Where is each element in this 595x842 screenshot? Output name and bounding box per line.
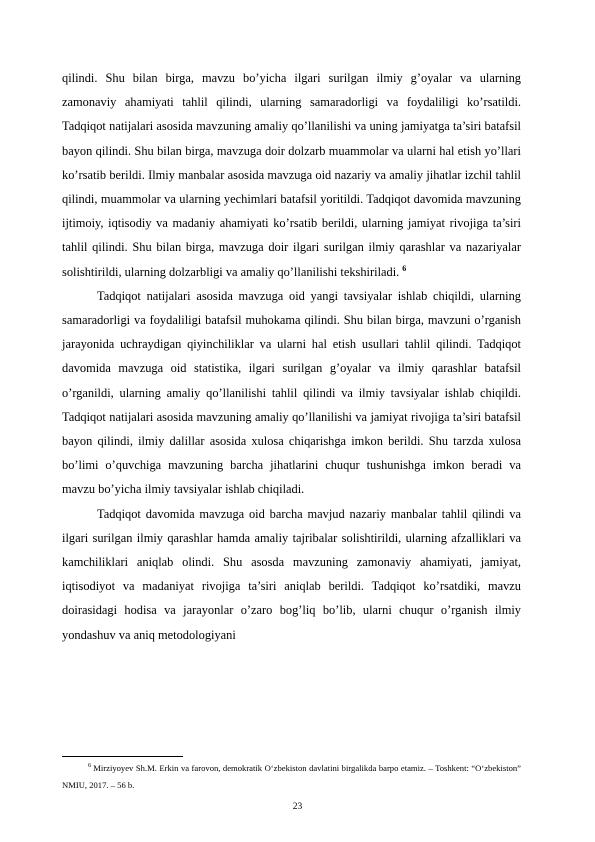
- page-body: [62, 66, 521, 647]
- paragraph-1: [62, 66, 521, 284]
- footnote-separator: [62, 756, 183, 757]
- footnote-text: Mirziyoyev Sh.M. Erkin va farovon, demokratik O‘zbekiston davlatini birgalikda barpo etamiz. – Toshkent: “O‘zbekiston” NMIU, 2017. – 56 b.: [62, 763, 521, 790]
- footnote-number: 6: [88, 762, 92, 770]
- paragraph-3: Tadqiqot davomida mavzuga oid barcha mavjud nazariy manbalar tahlil qilindi va ilgari surilgan ilmiy qarashlar hamda amaliy tajribalar solishtirildi, ularning afzalliklari va kamchiliklari aniqlab olindi. Shu asosda mavzuning zamonaviy ahamiyati, jamiyat, iqtisodiyot va madaniyat rivojiga ta’siri aniqlab berildi. Tadqiqot ko’rsatdiki, mavzu doirasidagi hodisa va jarayonlar o’zaro bog’liq bo’lib, ularni chuqur o’rganish ilmiy yondashuv va aniq metodologiyani: [62, 506, 521, 642]
- paragraph-1-text: qilindi. Shu bilan birga, mavzu bo’yicha ilgari surilgan ilmiy g’oyalar va ularning zamonaviy ahamiyati tahlil qilindi, ularning samaradorligi va foydaliligi ko’rsatildi. Tadqiqot natijalari asosida mavzuning amaliy qo’llanilishi va uning jamiyatga ta’siri batafsil bayon qilindi. Shu bilan birga, mavzuga doir dolzarb muammolar va ularni hal etish yo’llari ko’rsatib berildi. Ilmiy manbalar asosida mavzuga oid nazariy va amaliy jihatlar izchil tahlil qilindi, muammolar va ularning yechimlari batafsil yoritildi. Tadqiqot davomida mavzuning ijtimoiy, iqtisodiy va madaniy ahamiyati ko’rsatib berildi, ularning jamiyat rivojiga ta’siri tahlil qilindi. Shu bilan birga, mavzuga doir ilgari surilgan ilmiy qarashlar va nazariyalar solishtirildi, ularning dolzarbligi va amaliy qo’llanilishi tekshiriladi.: [62, 71, 521, 279]
- footnote: [62, 760, 521, 794]
- page-number: 23: [292, 802, 303, 812]
- footnote-reference[interactable]: 6: [402, 263, 407, 273]
- paragraph-2: Tadqiqot natijalari asosida mavzuga oid yangi tavsiyalar ishlab chiqildi, ularning samaradorligi va foydaliligi batafsil muhokama qilindi. Shu bilan birga, mavzuni o’rganish jarayonida uchraydigan qiyinchiliklar va ularni hal etish usullari tahlil qilindi. Tadqiqot davomida mavzuga oid statistika, ilgari surilgan g’oyalar va ilmiy qarashlar batafsil o’rganildi, ularning amaliy qo’llanilishi tahlil qilindi va ilmiy tavsiyalar ishlab chiqildi. Tadqiqot natijalari asosida mavzuning amaliy qo’llanilishi va jamiyat rivojiga ta’siri batafsil bayon qilindi, ilmiy dalillar asosida xulosa chiqarishga imkon berildi. Shu tarzda xulosa bo’limi o’quvchiga mavzuning barcha jihatlarini chuqur tushunishga imkon beradi va mavzu bo’yicha ilmiy tavsiyalar ishlab chiqiladi.: [62, 288, 521, 497]
